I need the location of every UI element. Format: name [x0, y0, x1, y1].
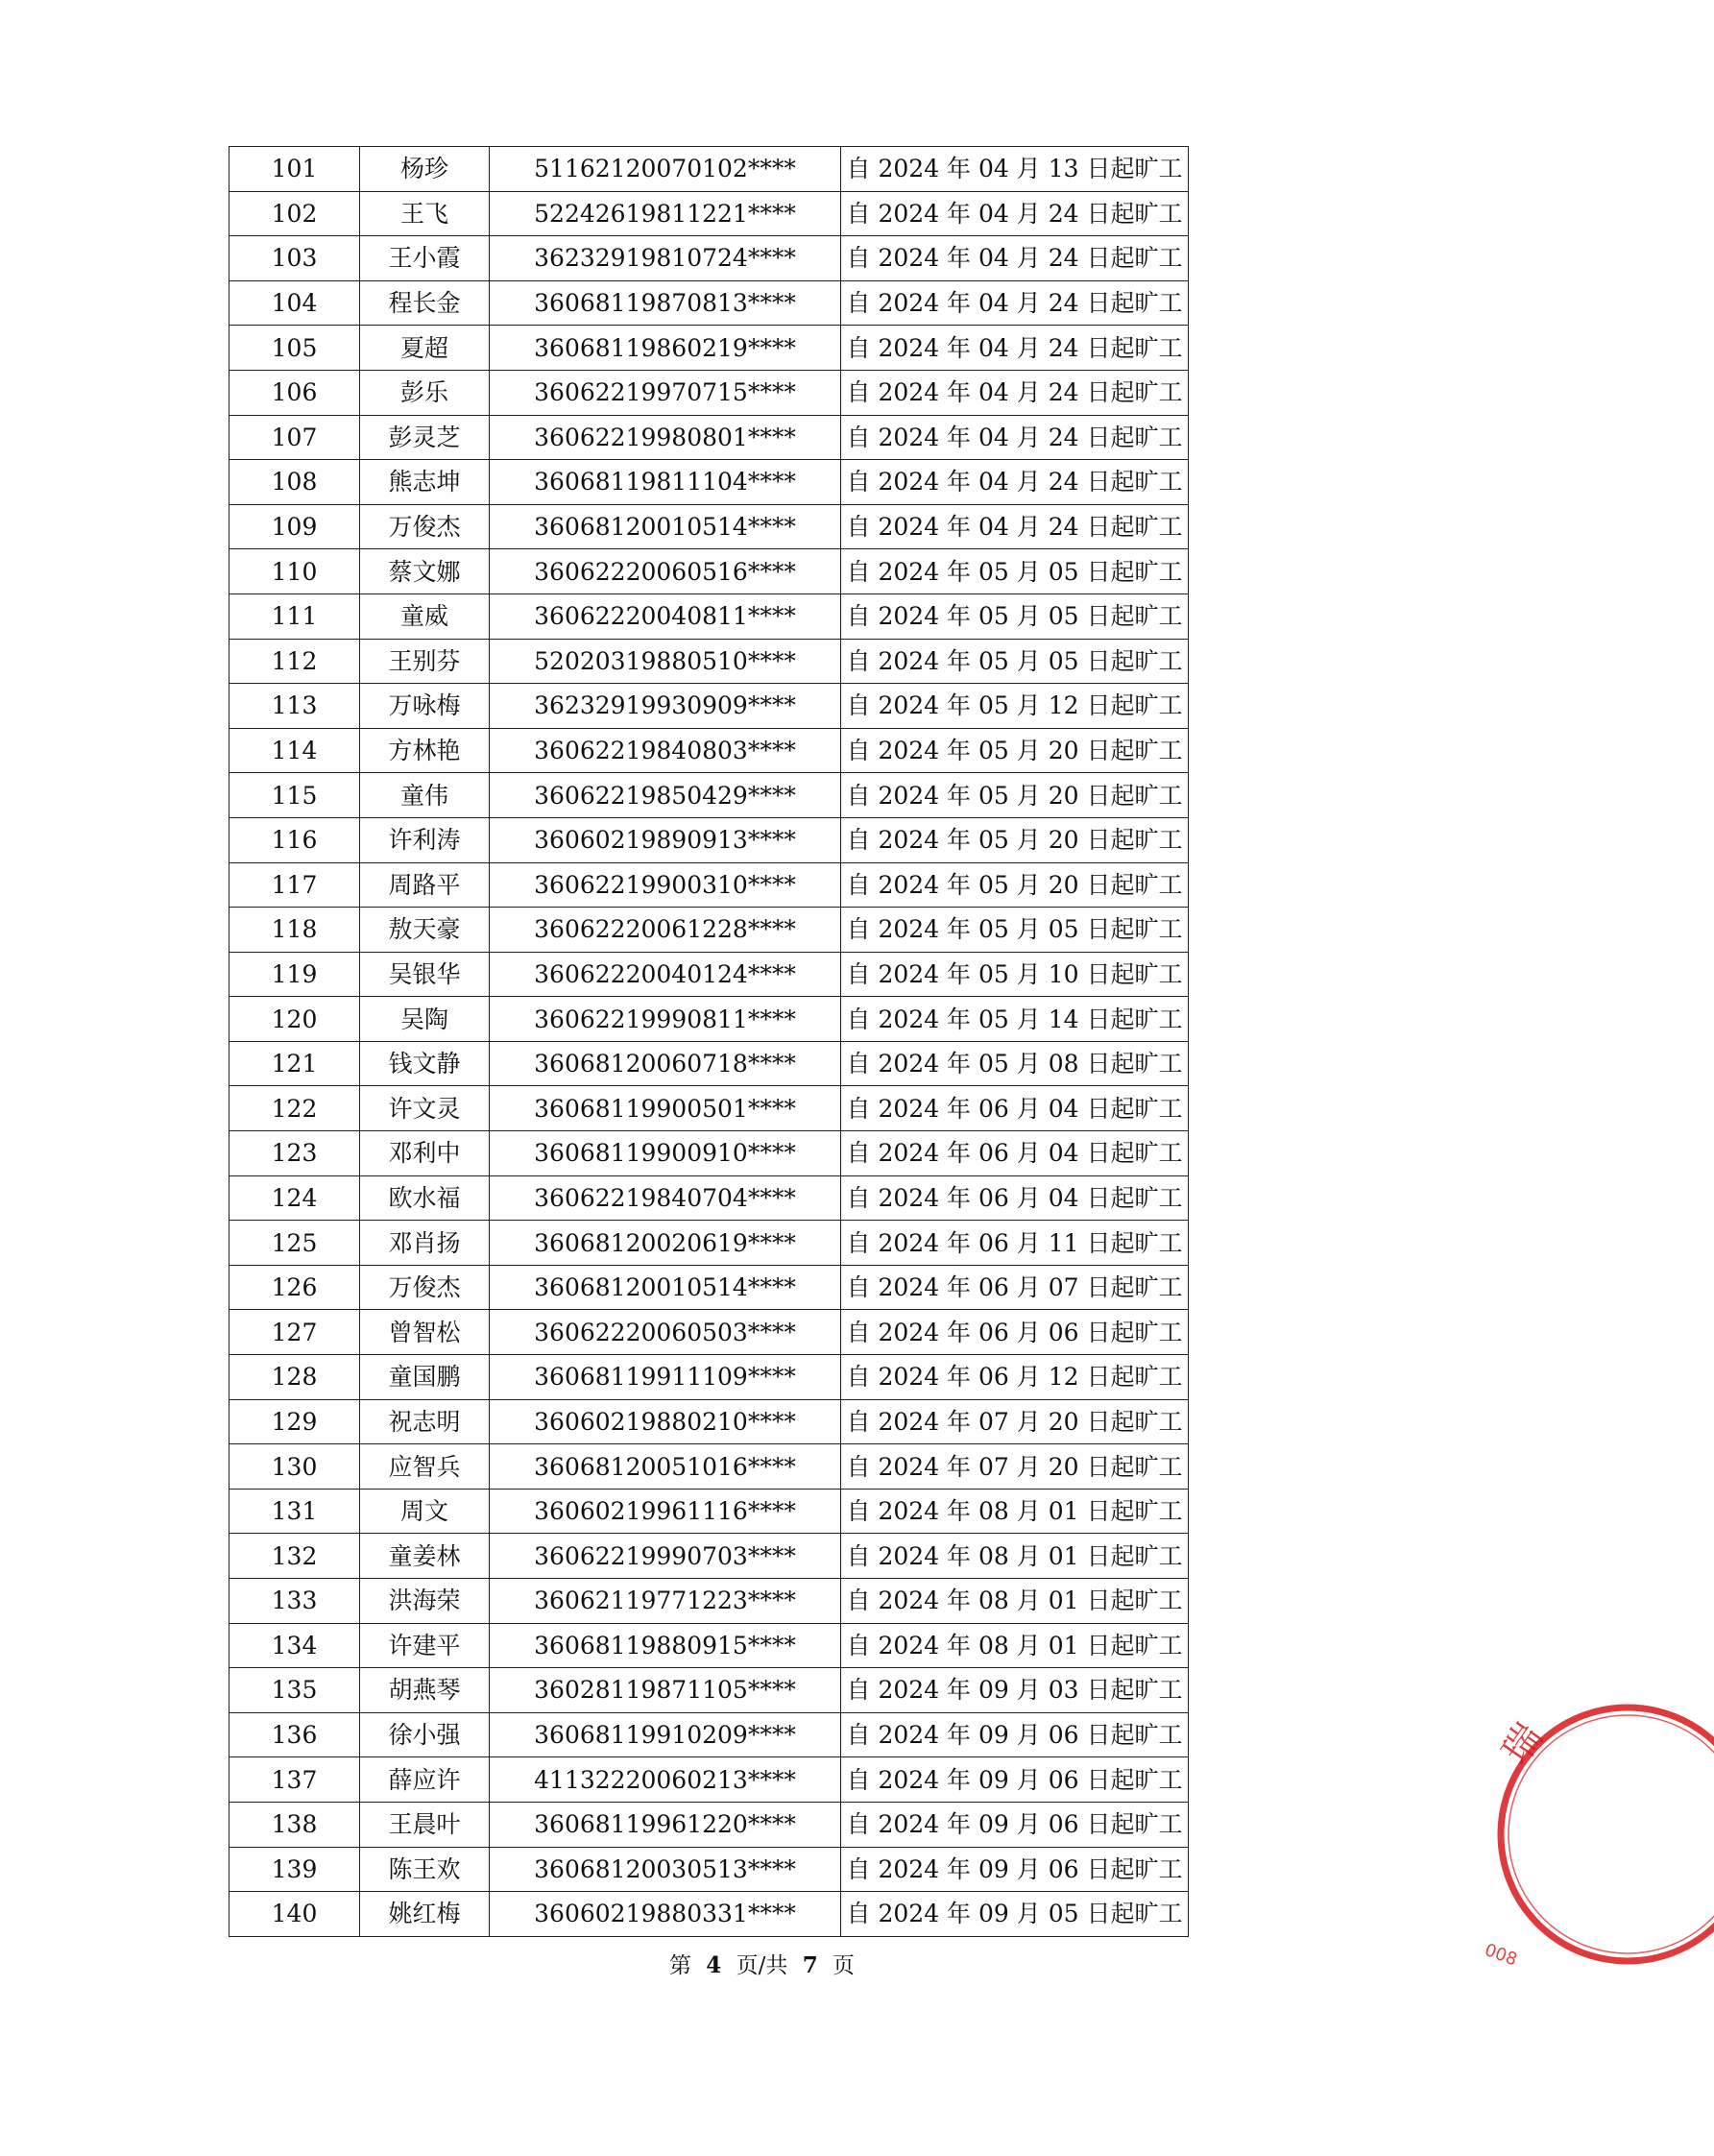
row-number-cell: 122 — [229, 1086, 360, 1131]
id-number-cell: 36062219900310**** — [490, 862, 841, 908]
absence-start-date-cell: 自 2024 年 07 月 20 日起旷工 — [841, 1444, 1189, 1490]
table-row — [229, 280, 1189, 326]
row-number-cell: 104 — [229, 280, 360, 326]
employee-name-cell: 应智兵 — [360, 1444, 490, 1490]
id-number-cell: 36068120020619**** — [490, 1221, 841, 1266]
table-row — [229, 504, 1189, 549]
table-row — [229, 728, 1189, 773]
absence-start-date-cell: 自 2024 年 05 月 05 日起旷工 — [841, 639, 1189, 684]
row-number-cell: 116 — [229, 817, 360, 862]
absence-start-date-cell: 自 2024 年 07 月 20 日起旷工 — [841, 1399, 1189, 1444]
id-number-cell: 36068120060718**** — [490, 1041, 841, 1086]
table-row — [229, 862, 1189, 908]
employee-name-cell: 夏超 — [360, 326, 490, 371]
absence-start-date-cell: 自 2024 年 09 月 06 日起旷工 — [841, 1712, 1189, 1757]
employee-name-cell: 彭灵芝 — [360, 415, 490, 460]
table-row — [229, 773, 1189, 818]
id-number-cell: 36062220040811**** — [490, 594, 841, 639]
employee-name-cell: 王小霞 — [360, 236, 490, 281]
employee-name-cell: 胡燕琴 — [360, 1668, 490, 1713]
row-number-cell: 110 — [229, 549, 360, 594]
employee-name-cell: 曾智松 — [360, 1310, 490, 1355]
table-row — [229, 908, 1189, 953]
row-number-cell: 106 — [229, 370, 360, 415]
table-row — [229, 952, 1189, 997]
row-number-cell: 129 — [229, 1399, 360, 1444]
row-number-cell: 130 — [229, 1444, 360, 1490]
id-number-cell: 52242619811221**** — [490, 191, 841, 236]
id-number-cell: 36062220061228**** — [490, 908, 841, 953]
employee-name-cell: 蔡文娜 — [360, 549, 490, 594]
row-number-cell: 112 — [229, 639, 360, 684]
absence-start-date-cell: 自 2024 年 05 月 20 日起旷工 — [841, 862, 1189, 908]
absence-start-date-cell: 自 2024 年 05 月 20 日起旷工 — [841, 728, 1189, 773]
absence-start-date-cell: 自 2024 年 06 月 04 日起旷工 — [841, 1086, 1189, 1131]
employee-name-cell: 杨珍 — [360, 147, 490, 192]
row-number-cell: 118 — [229, 908, 360, 953]
table-row — [229, 1802, 1189, 1847]
absence-start-date-cell: 自 2024 年 05 月 08 日起旷工 — [841, 1041, 1189, 1086]
row-number-cell: 120 — [229, 997, 360, 1042]
id-number-cell: 36232919930909**** — [490, 684, 841, 729]
row-number-cell: 109 — [229, 504, 360, 549]
row-number-cell: 134 — [229, 1623, 360, 1668]
id-number-cell: 36062219990703**** — [490, 1534, 841, 1579]
absence-start-date-cell: 自 2024 年 04 月 24 日起旷工 — [841, 460, 1189, 505]
absence-start-date-cell: 自 2024 年 04 月 24 日起旷工 — [841, 504, 1189, 549]
row-number-cell: 108 — [229, 460, 360, 505]
employee-name-cell: 徐小强 — [360, 1712, 490, 1757]
employee-name-cell: 方林艳 — [360, 728, 490, 773]
table-body — [229, 147, 1189, 1937]
table-row — [229, 1175, 1189, 1221]
absence-start-date-cell: 自 2024 年 04 月 24 日起旷工 — [841, 236, 1189, 281]
employee-name-cell: 万咏梅 — [360, 684, 490, 729]
employee-name-cell: 许利涛 — [360, 817, 490, 862]
svg-text:008: 008 — [1482, 1939, 1520, 1971]
table-row — [229, 1847, 1189, 1892]
official-seal-stamp — [1484, 1671, 1714, 1998]
table-row — [229, 1265, 1189, 1310]
employee-name-cell: 陈王欢 — [360, 1847, 490, 1892]
id-number-cell: 36062219850429**** — [490, 773, 841, 818]
absence-start-date-cell: 自 2024 年 04 月 24 日起旷工 — [841, 191, 1189, 236]
id-number-cell: 36068119870813**** — [490, 280, 841, 326]
id-number-cell: 36060219961116**** — [490, 1489, 841, 1534]
absence-start-date-cell: 自 2024 年 06 月 12 日起旷工 — [841, 1355, 1189, 1400]
id-number-cell: 36232919810724**** — [490, 236, 841, 281]
id-number-cell: 36068119900910**** — [490, 1131, 841, 1176]
id-number-cell: 52020319880510**** — [490, 639, 841, 684]
absence-start-date-cell: 自 2024 年 06 月 04 日起旷工 — [841, 1131, 1189, 1176]
row-number-cell: 124 — [229, 1175, 360, 1221]
absence-start-date-cell: 自 2024 年 04 月 24 日起旷工 — [841, 415, 1189, 460]
row-number-cell: 125 — [229, 1221, 360, 1266]
table-row — [229, 1041, 1189, 1086]
table-row — [229, 1668, 1189, 1713]
id-number-cell: 36062220060516**** — [490, 549, 841, 594]
table-row — [229, 1221, 1189, 1266]
id-number-cell: 36062220060503**** — [490, 1310, 841, 1355]
row-number-cell: 105 — [229, 326, 360, 371]
row-number-cell: 111 — [229, 594, 360, 639]
id-number-cell: 36062219970715**** — [490, 370, 841, 415]
row-number-cell: 139 — [229, 1847, 360, 1892]
id-number-cell: 36068119961220**** — [490, 1802, 841, 1847]
absence-start-date-cell: 自 2024 年 06 月 04 日起旷工 — [841, 1175, 1189, 1221]
employee-name-cell: 许文灵 — [360, 1086, 490, 1131]
row-number-cell: 114 — [229, 728, 360, 773]
employee-name-cell: 敖天豪 — [360, 908, 490, 953]
employee-name-cell: 祝志明 — [360, 1399, 490, 1444]
id-number-cell: 36062119771223**** — [490, 1579, 841, 1624]
absence-start-date-cell: 自 2024 年 09 月 06 日起旷工 — [841, 1802, 1189, 1847]
employee-name-cell: 彭乐 — [360, 370, 490, 415]
table-row — [229, 191, 1189, 236]
absence-start-date-cell: 自 2024 年 09 月 03 日起旷工 — [841, 1668, 1189, 1713]
id-number-cell: 36068119911109**** — [490, 1355, 841, 1400]
employee-name-cell: 周路平 — [360, 862, 490, 908]
id-number-cell: 36028119871105**** — [490, 1668, 841, 1713]
table-row — [229, 236, 1189, 281]
absence-start-date-cell: 自 2024 年 05 月 05 日起旷工 — [841, 549, 1189, 594]
employee-name-cell: 邓肖扬 — [360, 1221, 490, 1266]
row-number-cell: 127 — [229, 1310, 360, 1355]
table-row — [229, 594, 1189, 639]
employee-name-cell: 许建平 — [360, 1623, 490, 1668]
employee-name-cell: 万俊杰 — [360, 504, 490, 549]
total-page-count: 7 — [802, 1952, 818, 1978]
table-row — [229, 997, 1189, 1042]
footer-middle: 页/共 — [736, 1953, 788, 1978]
row-number-cell: 123 — [229, 1131, 360, 1176]
table-row — [229, 415, 1189, 460]
employee-name-cell: 吴陶 — [360, 997, 490, 1042]
id-number-cell: 36068120030513**** — [490, 1847, 841, 1892]
employee-name-cell: 童伟 — [360, 773, 490, 818]
absence-start-date-cell: 自 2024 年 09 月 06 日起旷工 — [841, 1757, 1189, 1803]
row-number-cell: 121 — [229, 1041, 360, 1086]
employee-name-cell: 薛应许 — [360, 1757, 490, 1803]
absence-start-date-cell: 自 2024 年 04 月 24 日起旷工 — [841, 326, 1189, 371]
row-number-cell: 113 — [229, 684, 360, 729]
absence-start-date-cell: 自 2024 年 05 月 20 日起旷工 — [841, 817, 1189, 862]
row-number-cell: 137 — [229, 1757, 360, 1803]
table-row — [229, 1086, 1189, 1131]
absence-start-date-cell: 自 2024 年 09 月 05 日起旷工 — [841, 1892, 1189, 1937]
id-number-cell: 36068120010514**** — [490, 504, 841, 549]
absence-start-date-cell: 自 2024 年 04 月 13 日起旷工 — [841, 147, 1189, 192]
employee-name-cell: 程长金 — [360, 280, 490, 326]
employee-name-cell: 吴银华 — [360, 952, 490, 997]
row-number-cell: 117 — [229, 862, 360, 908]
absence-start-date-cell: 自 2024 年 05 月 20 日起旷工 — [841, 773, 1189, 818]
id-number-cell: 36068120010514**** — [490, 1265, 841, 1310]
id-number-cell: 41132220060213**** — [490, 1757, 841, 1803]
id-number-cell: 36062219840704**** — [490, 1175, 841, 1221]
row-number-cell: 138 — [229, 1802, 360, 1847]
row-number-cell: 103 — [229, 236, 360, 281]
table-row — [229, 817, 1189, 862]
absence-start-date-cell: 自 2024 年 06 月 06 日起旷工 — [841, 1310, 1189, 1355]
absence-start-date-cell: 自 2024 年 05 月 10 日起旷工 — [841, 952, 1189, 997]
table-row — [229, 460, 1189, 505]
employee-name-cell: 万俊杰 — [360, 1265, 490, 1310]
page-footer — [0, 1948, 1524, 1979]
table-row — [229, 1131, 1189, 1176]
employee-name-cell: 邓利中 — [360, 1131, 490, 1176]
id-number-cell: 36068119860219**** — [490, 326, 841, 371]
absence-start-date-cell: 自 2024 年 08 月 01 日起旷工 — [841, 1623, 1189, 1668]
table-row — [229, 147, 1189, 192]
employee-name-cell: 王别芬 — [360, 639, 490, 684]
employee-name-cell: 童国鹏 — [360, 1355, 490, 1400]
row-number-cell: 101 — [229, 147, 360, 192]
absence-start-date-cell: 自 2024 年 04 月 24 日起旷工 — [841, 280, 1189, 326]
id-number-cell: 36060219880210**** — [490, 1399, 841, 1444]
table-row — [229, 1892, 1189, 1937]
employee-name-cell: 王飞 — [360, 191, 490, 236]
id-number-cell: 36068120051016**** — [490, 1444, 841, 1490]
table-row — [229, 1579, 1189, 1624]
row-number-cell: 119 — [229, 952, 360, 997]
footer-suffix: 页 — [833, 1953, 856, 1978]
id-number-cell: 36068119900501**** — [490, 1086, 841, 1131]
employee-name-cell: 欧水福 — [360, 1175, 490, 1221]
employee-name-cell: 童姜林 — [360, 1534, 490, 1579]
current-page-number: 4 — [706, 1952, 722, 1978]
row-number-cell: 131 — [229, 1489, 360, 1534]
id-number-cell: 51162120070102**** — [490, 147, 841, 192]
absence-start-date-cell: 自 2024 年 06 月 07 日起旷工 — [841, 1265, 1189, 1310]
absence-start-date-cell: 自 2024 年 08 月 01 日起旷工 — [841, 1534, 1189, 1579]
table-row — [229, 549, 1189, 594]
employee-name-cell: 钱文静 — [360, 1041, 490, 1086]
table-row — [229, 1399, 1189, 1444]
absence-start-date-cell: 自 2024 年 04 月 24 日起旷工 — [841, 370, 1189, 415]
table-row — [229, 1489, 1189, 1534]
footer-prefix: 第 — [668, 1953, 691, 1978]
table-row — [229, 326, 1189, 371]
row-number-cell: 140 — [229, 1892, 360, 1937]
absence-start-date-cell: 自 2024 年 05 月 05 日起旷工 — [841, 594, 1189, 639]
row-number-cell: 133 — [229, 1579, 360, 1624]
row-number-cell: 126 — [229, 1265, 360, 1310]
table-row — [229, 1355, 1189, 1400]
id-number-cell: 36068119910209**** — [490, 1712, 841, 1757]
row-number-cell: 107 — [229, 415, 360, 460]
id-number-cell: 36060219890913**** — [490, 817, 841, 862]
id-number-cell: 36068119880915**** — [490, 1623, 841, 1668]
table-row — [229, 1623, 1189, 1668]
table-row — [229, 1534, 1189, 1579]
row-number-cell: 136 — [229, 1712, 360, 1757]
id-number-cell: 36062219990811**** — [490, 997, 841, 1042]
row-number-cell: 102 — [229, 191, 360, 236]
employee-name-cell: 姚红梅 — [360, 1892, 490, 1937]
row-number-cell: 128 — [229, 1355, 360, 1400]
table-row — [229, 1757, 1189, 1803]
row-number-cell: 135 — [229, 1668, 360, 1713]
svg-text:瑞: 瑞 — [1493, 1715, 1553, 1773]
absence-start-date-cell: 自 2024 年 08 月 01 日起旷工 — [841, 1579, 1189, 1624]
absence-start-date-cell: 自 2024 年 05 月 05 日起旷工 — [841, 908, 1189, 953]
employee-name-cell: 王晨叶 — [360, 1802, 490, 1847]
id-number-cell: 36062219980801**** — [490, 415, 841, 460]
table-row — [229, 1444, 1189, 1490]
absence-start-date-cell: 自 2024 年 06 月 11 日起旷工 — [841, 1221, 1189, 1266]
employee-name-cell: 周文 — [360, 1489, 490, 1534]
table-row — [229, 370, 1189, 415]
absence-start-date-cell: 自 2024 年 08 月 01 日起旷工 — [841, 1489, 1189, 1534]
id-number-cell: 36062220040124**** — [490, 952, 841, 997]
id-number-cell: 36068119811104**** — [490, 460, 841, 505]
id-number-cell: 36060219880331**** — [490, 1892, 841, 1937]
absentee-table — [229, 146, 1189, 1937]
absence-start-date-cell: 自 2024 年 05 月 14 日起旷工 — [841, 997, 1189, 1042]
employee-name-cell: 洪海荣 — [360, 1579, 490, 1624]
row-number-cell: 132 — [229, 1534, 360, 1579]
employee-name-cell: 童威 — [360, 594, 490, 639]
absence-start-date-cell: 自 2024 年 05 月 12 日起旷工 — [841, 684, 1189, 729]
table-row — [229, 684, 1189, 729]
id-number-cell: 36062219840803**** — [490, 728, 841, 773]
employee-name-cell: 熊志坤 — [360, 460, 490, 505]
row-number-cell: 115 — [229, 773, 360, 818]
table-row — [229, 1310, 1189, 1355]
table-row — [229, 1712, 1189, 1757]
table-row — [229, 639, 1189, 684]
absence-start-date-cell: 自 2024 年 09 月 06 日起旷工 — [841, 1847, 1189, 1892]
